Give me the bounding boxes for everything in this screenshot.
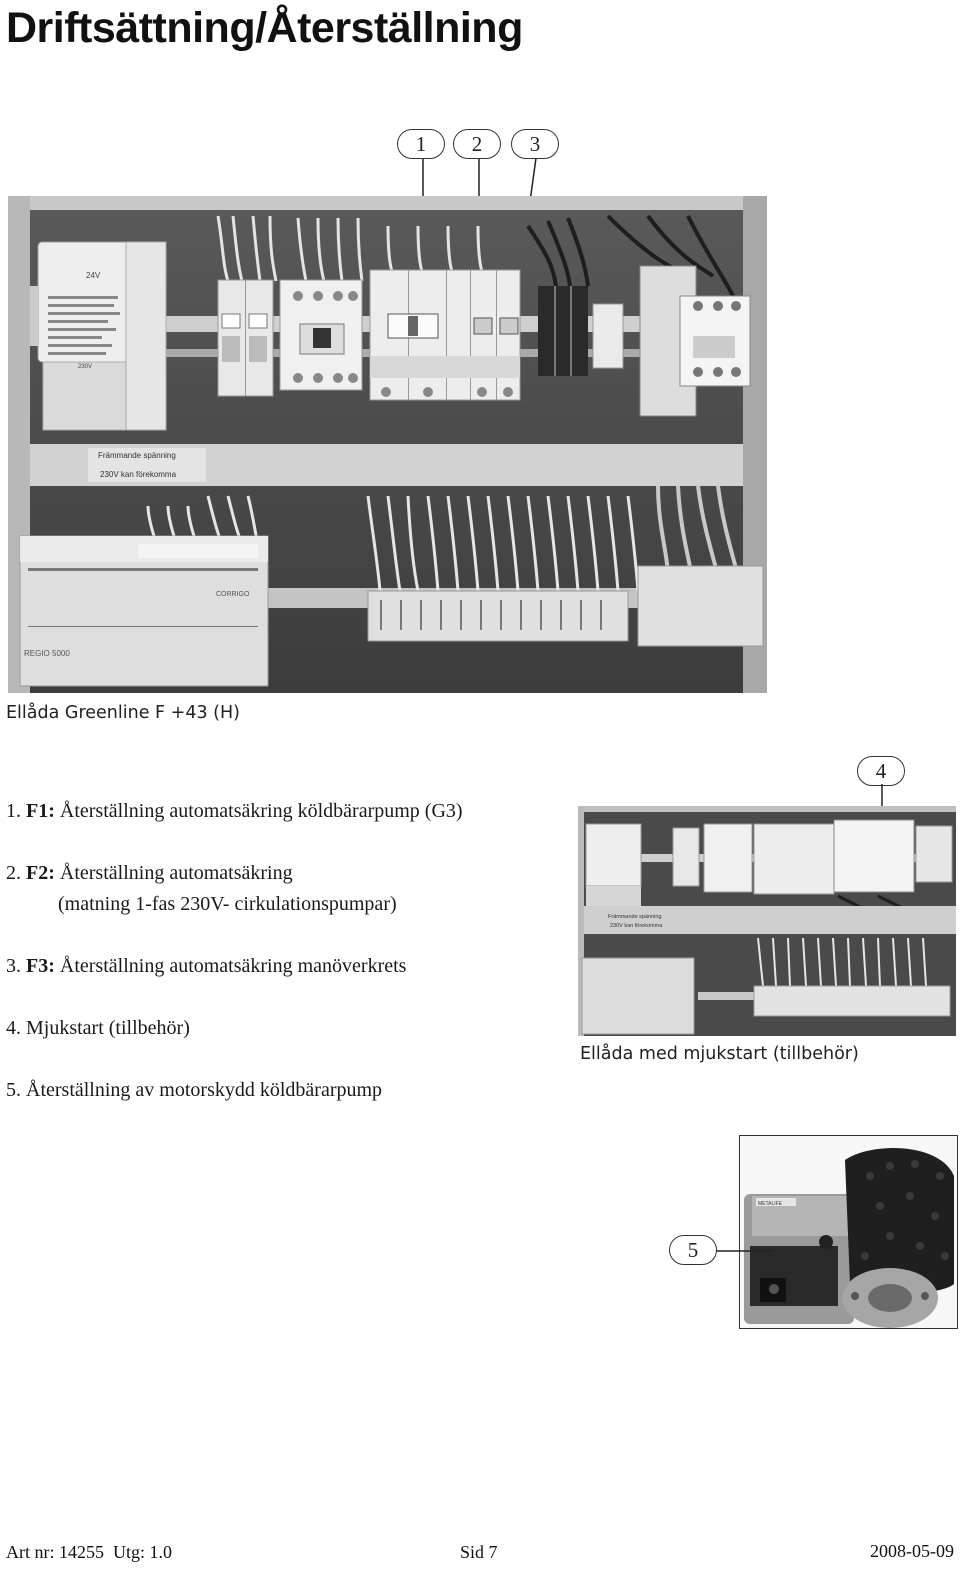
instruction-5: 5. Återställning av motorskydd köldbärarpump — [6, 1079, 383, 1101]
main-figure-caption: Ellåda Greenline F +43 (H) — [6, 703, 240, 723]
warning-label-line2: 230V kan förekomma — [100, 470, 177, 479]
instruction-2: 2. F2: Återställning automatsäkring — [6, 862, 293, 884]
page-title: Driftsättning/Återställning — [6, 4, 523, 52]
transformer-small-label: 230V — [78, 364, 93, 370]
instruction-2-subtext: (matning 1-fas 230V- cirkulationspumpar) — [58, 893, 397, 915]
softstart-warning-line1: Främmande spänning — [608, 914, 662, 920]
footer-article: Art nr: 14255 Utg: 1.0 — [6, 1542, 173, 1562]
softstart-warning-line2: 230V kan förekomma — [610, 923, 663, 929]
callout-leader-5 — [716, 1246, 776, 1256]
transformer-label: 24V — [86, 271, 101, 280]
instruction-3: 3. F3: Återställning automatsäkring manöverkrets — [6, 955, 407, 977]
callout-1: 1 — [397, 129, 445, 159]
controller-brand: CORRIGO — [216, 591, 250, 598]
softstart-cabinet-photo — [578, 806, 956, 1036]
callout-2: 2 — [453, 129, 501, 159]
callout-5: 5 — [669, 1235, 717, 1265]
warning-label-line1: Främmande spänning — [98, 451, 176, 460]
callout-4: 4 — [857, 756, 905, 786]
instruction-4: 4. Mjukstart (tillbehör) — [6, 1017, 190, 1039]
cabinet-photo — [8, 196, 767, 693]
footer-page: Sid 7 — [460, 1542, 498, 1562]
pump-brand: METALIFE — [758, 1201, 783, 1207]
controller-model: REGIO 5000 — [24, 649, 70, 658]
pump-photo — [740, 1136, 957, 1328]
callout-3: 3 — [511, 129, 559, 159]
footer-date: 2008-05-09 — [870, 1541, 954, 1561]
instruction-1: 1. F1: Återställning automatsäkring köldbärarpump (G3) — [6, 800, 463, 822]
softstart-figure-caption: Ellåda med mjukstart (tillbehör) — [580, 1044, 859, 1064]
